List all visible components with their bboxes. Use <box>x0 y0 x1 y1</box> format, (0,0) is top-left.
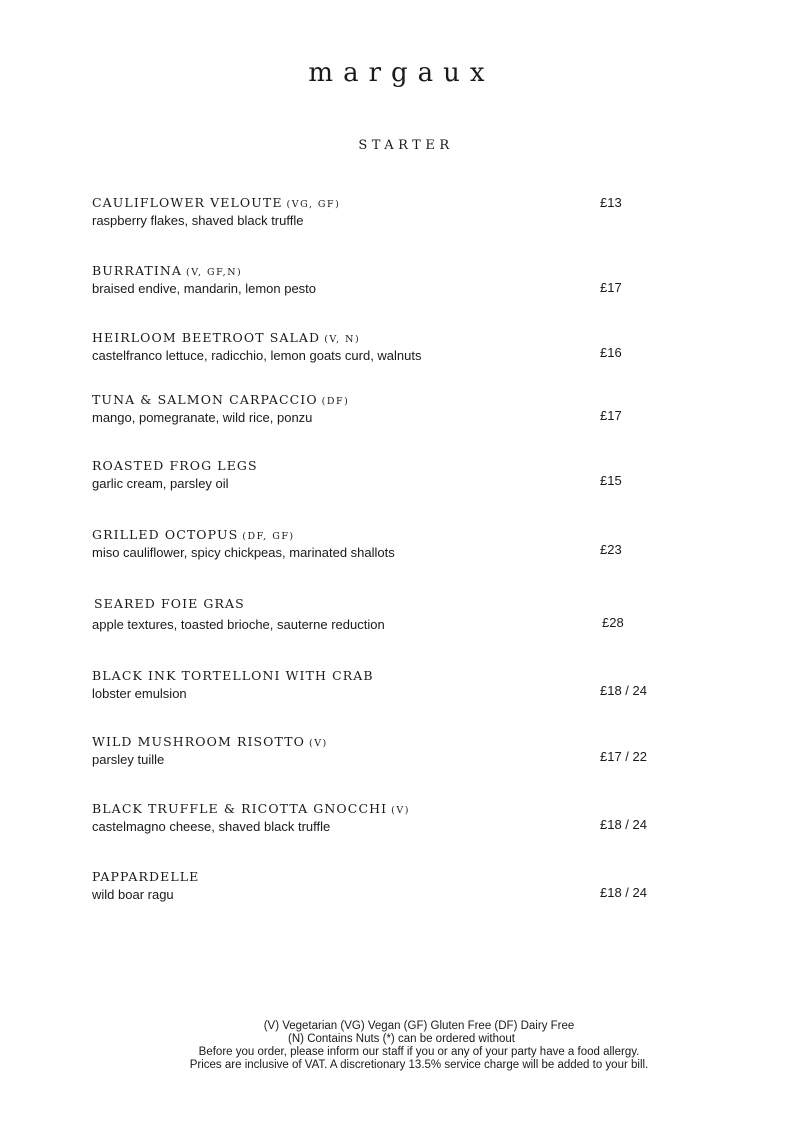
dish-name: BLACK TRUFFLE & RICOTTA GNOCCHI <box>92 801 388 816</box>
dish-name: HEIRLOOM BEETROOT SALAD <box>92 330 321 345</box>
dietary-tags: (DF) <box>321 396 350 407</box>
menu-footer <box>0 1020 793 1072</box>
dish-price: £13 <box>600 195 622 210</box>
dish-price: £18 / 24 <box>600 885 647 900</box>
dish-price: £16 <box>600 345 622 360</box>
dish-price: £17 <box>600 408 622 423</box>
dish-name: BURRATINA <box>92 263 183 278</box>
dish-price: £23 <box>600 542 622 557</box>
dish-description: wild boar ragu <box>92 887 174 902</box>
dish-description: raspberry flakes, shaved black truffle <box>92 213 304 228</box>
dish-description: miso cauliflower, spicy chickpeas, marinated shallots <box>92 545 395 560</box>
dietary-tags: (V, N) <box>324 334 361 345</box>
dish-name: BLACK INK TORTELLONI WITH CRAB <box>92 668 374 683</box>
vat-service-note: Prices are inclusive of VAT. A discretionary 13.5% service charge will be added to your bill. <box>189 1059 649 1071</box>
dish-name: WILD MUSHROOM RISOTTO <box>92 734 305 749</box>
dish-description: mango, pomegranate, wild rice, ponzu <box>92 410 313 425</box>
dish-name: TUNA & SALMON CARPACCIO <box>92 392 318 407</box>
dish-description: castelmagno cheese, shaved black truffle <box>92 819 331 834</box>
dish-price: £18 / 24 <box>600 683 647 698</box>
dish-description: braised endive, mandarin, lemon pesto <box>92 281 317 296</box>
dish-description: lobster emulsion <box>92 686 187 701</box>
dish-name: GRILLED OCTOPUS <box>92 527 239 542</box>
dish-description: parsley tuille <box>92 752 165 767</box>
dish-description: apple textures, toasted brioche, sauterne reduction <box>92 617 385 632</box>
dish-description: castelfranco lettuce, radicchio, lemon goats curd, walnuts <box>92 348 422 363</box>
dietary-tags: (DF, GF) <box>242 531 295 542</box>
dish-name: SEARED FOIE GRAS <box>94 596 245 611</box>
dish-description: garlic cream, parsley oil <box>92 476 229 491</box>
dietary-tags: (V, GF,N) <box>186 267 243 278</box>
restaurant-logo: margaux <box>308 58 495 88</box>
dietary-tags: (V) <box>391 805 410 816</box>
dish-name-line <box>94 596 692 614</box>
dish-name: PAPPARDELLE <box>92 869 200 884</box>
dietary-tags: (V) <box>308 738 328 749</box>
dish-name: CAULIFLOWER VELOUTE <box>92 195 283 210</box>
allergy-note: Before you order, please inform our staff if you or any of your party have a food allergy. <box>198 1046 640 1058</box>
dish-price: £18 / 24 <box>600 817 647 832</box>
section-title: STARTER <box>358 138 454 153</box>
dish-price: £17 / 22 <box>600 749 647 764</box>
dietary-legend: (V) Vegetarian (VG) Vegan (GF) Gluten Free (DF) Dairy Free <box>263 1020 575 1032</box>
dietary-tags: (VG, GF) <box>286 199 341 210</box>
dish-name: ROASTED FROG LEGS <box>92 458 258 473</box>
dish-price: £17 <box>600 280 622 295</box>
nuts-note: (N) Contains Nuts (*) can be ordered without <box>288 1033 515 1045</box>
dish-price: £15 <box>600 473 622 488</box>
dish-price: £28 <box>602 615 624 630</box>
dish-name-line <box>92 263 692 281</box>
